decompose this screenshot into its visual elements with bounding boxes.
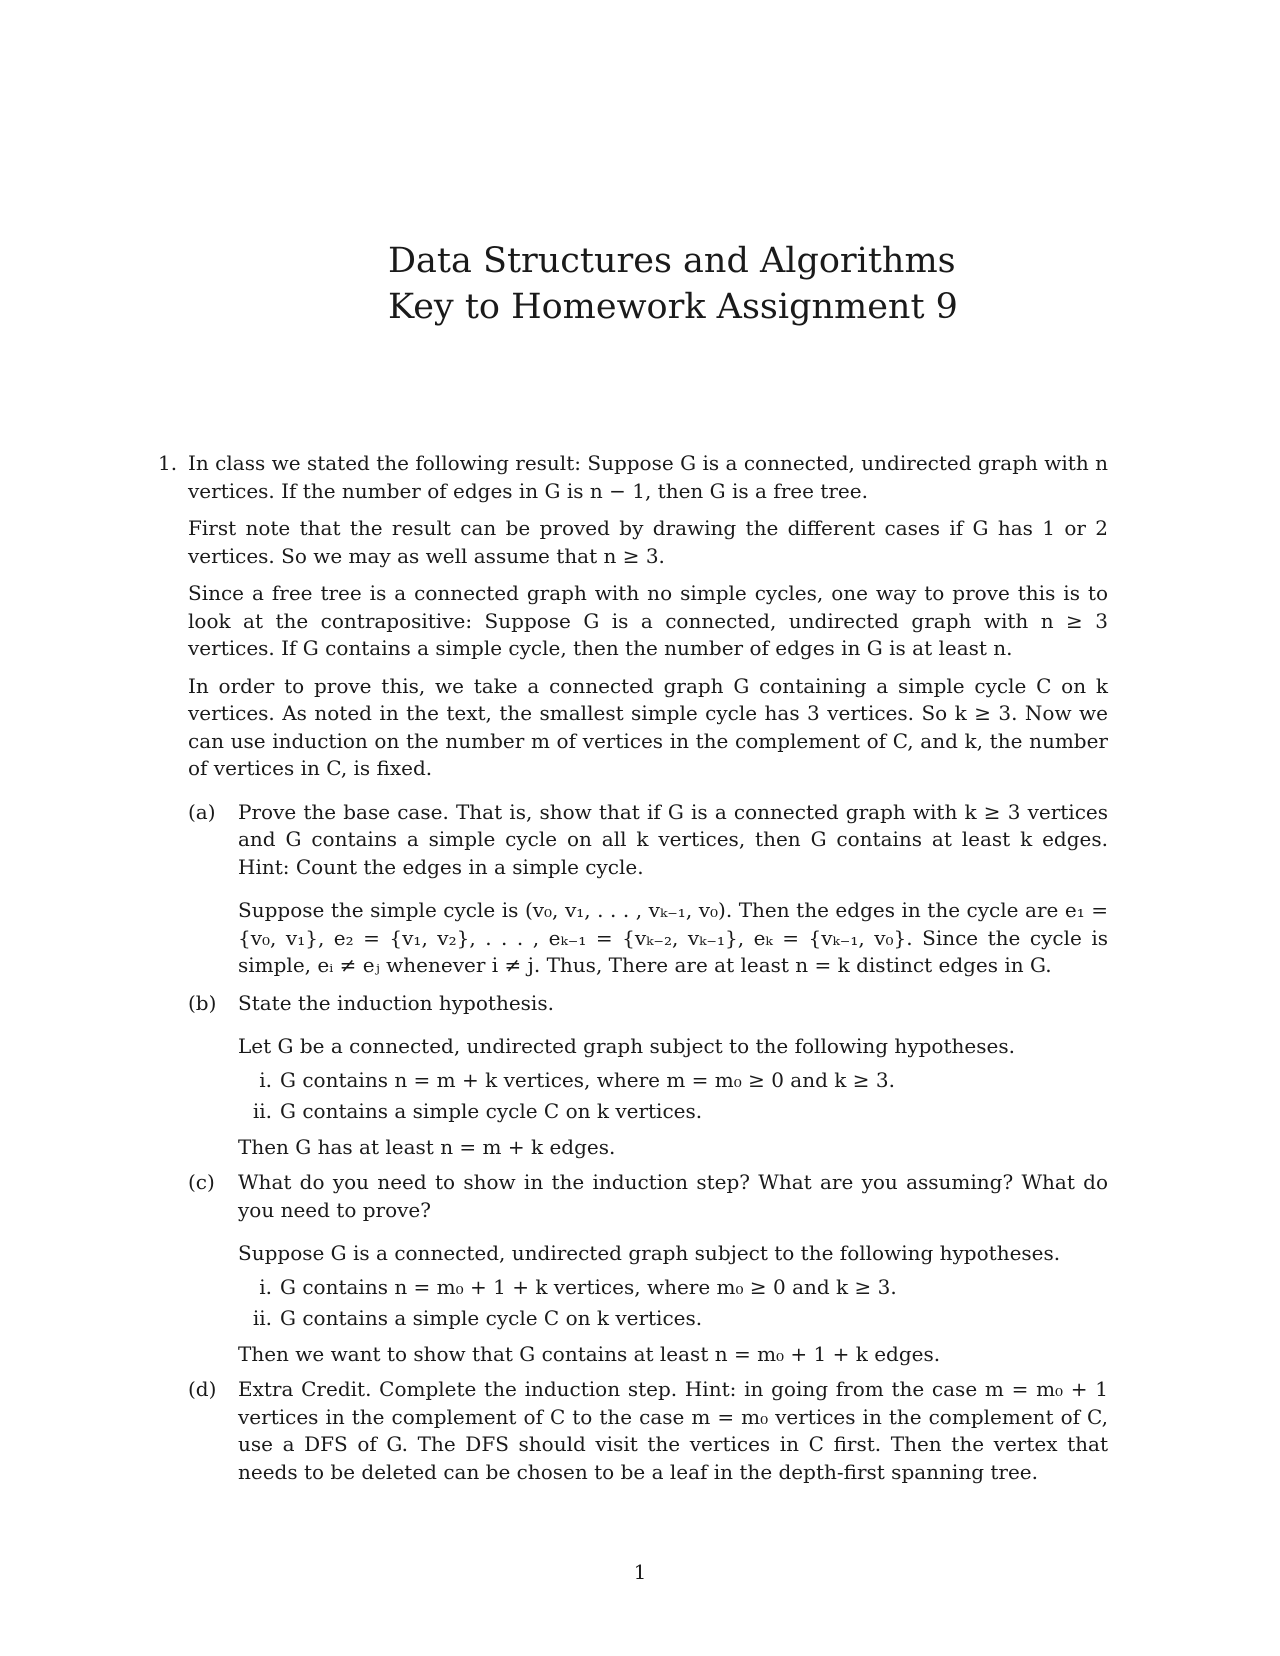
hypothesis-text: G contains n = m₀ + 1 + k vertices, where m₀ ≥ 0 and k ≥ 3. <box>280 1274 897 1299</box>
part-label: (c) <box>188 1170 215 1194</box>
question-statement: In class we stated the following result: Suppose G is a connected, undirected graph with n vertices. If the number of edges in G is n − 1, then G is a free tree. <box>188 451 1108 503</box>
title-line-1: Data Structures and Algorithms <box>388 241 956 281</box>
step-hypothesis-i <box>238 1274 1108 1302</box>
hypothesis-text: G contains a simple cycle C on k vertices. <box>280 1306 703 1330</box>
page-number: 1 <box>633 1560 647 1584</box>
part-d <box>188 1376 1108 1486</box>
part-b <box>188 990 1108 1162</box>
hypothesis-ii <box>238 1098 1108 1126</box>
roman-label: i. <box>259 1274 272 1299</box>
title-line-2: Key to Homework Assignment 9 <box>388 287 958 327</box>
part-question: State the induction hypothesis. <box>238 990 554 1015</box>
part-a <box>188 799 1108 980</box>
step-conclusion: Then we want to show that G contains at least n = m₀ + 1 + k edges. <box>238 1341 941 1366</box>
paragraph-2: Since a free tree is a connected graph with no simple cycles, one way to prove this is to look at the contrapositive: Suppose G is a connected, undirected graph with n ≥ 3 vertices. If G contains a simple cycle, then the number of edges in G is at least n. <box>188 581 1108 660</box>
part-question: What do you need to show in the induction step? What are you assuming? What do you need to prove? <box>238 1170 1108 1222</box>
part-c <box>188 1169 1108 1368</box>
hypothesis-i <box>238 1067 1108 1095</box>
paragraph-3: In order to prove this, we take a connected graph G containing a simple cycle C on k vertices. As noted in the text, the smallest simple cycle has 3 vertices. So k ≥ 3. Now we can use induction on the number m of vertices in the complement of C, and k, the number of vertices in C, is fixed. <box>188 673 1108 780</box>
paragraph-1: First note that the result can be proved by drawing the different cases if G has 1 or 2 vertices. So we may as well assume that n ≥ 3. <box>188 516 1108 568</box>
part-label: (a) <box>188 799 216 824</box>
part-label: (d) <box>188 1377 217 1401</box>
step-intro: Suppose G is a connected, undirected graph subject to the following hypotheses. <box>238 1241 1061 1265</box>
part-question: Extra Credit. Complete the induction step. Hint: in going from the case m = m₀ + 1 vertices in the complement of C to the case m = m₀ vertices in the complement of C, use a DFS of G. The DFS should visit the vertices in C first. Then the vertex that needs to be deleted can be chosen to be a leaf in the depth-first spanning tree. <box>238 1377 1108 1484</box>
page-title <box>388 238 958 330</box>
part-label: (b) <box>188 990 217 1015</box>
question-number: 1. <box>158 451 178 475</box>
hypothesis-intro: Let G be a connected, undirected graph subject to the following hypotheses. <box>238 1034 1015 1058</box>
step-hypothesis-ii <box>238 1305 1108 1333</box>
question-1 <box>158 450 1108 1486</box>
hypothesis-text: G contains n = m + k vertices, where m = m₀ ≥ 0 and k ≥ 3. <box>280 1067 895 1092</box>
roman-label: ii. <box>252 1306 272 1330</box>
roman-label: ii. <box>252 1099 272 1123</box>
roman-label: i. <box>259 1067 272 1092</box>
hypothesis-text: G contains a simple cycle C on k vertices. <box>280 1099 703 1123</box>
document-body <box>158 450 1108 1486</box>
hypothesis-conclusion: Then G has at least n = m + k edges. <box>238 1134 616 1159</box>
part-answer: Suppose the simple cycle is (v₀, v₁, . . . , vₖ₋₁, v₀). Then the edges in the cycle are e₁ = {v₀, v₁}, e₂ = {v₁, v₂}, . . . , eₖ₋₁ = {vₖ₋₂, vₖ₋₁}, eₖ = {vₖ₋₁, v₀}. Since the cycle is simple, eᵢ ≠ eⱼ whenever i ≠ j. Thus, There are at least n = k distinct edges in G. <box>238 898 1108 977</box>
part-question: Prove the base case. That is, show that if G is a connected graph with k ≥ 3 vertices and G contains a simple cycle on all k vertices, then G contains at least k edges. Hint: Count the edges in a simple cycle. <box>238 799 1108 879</box>
